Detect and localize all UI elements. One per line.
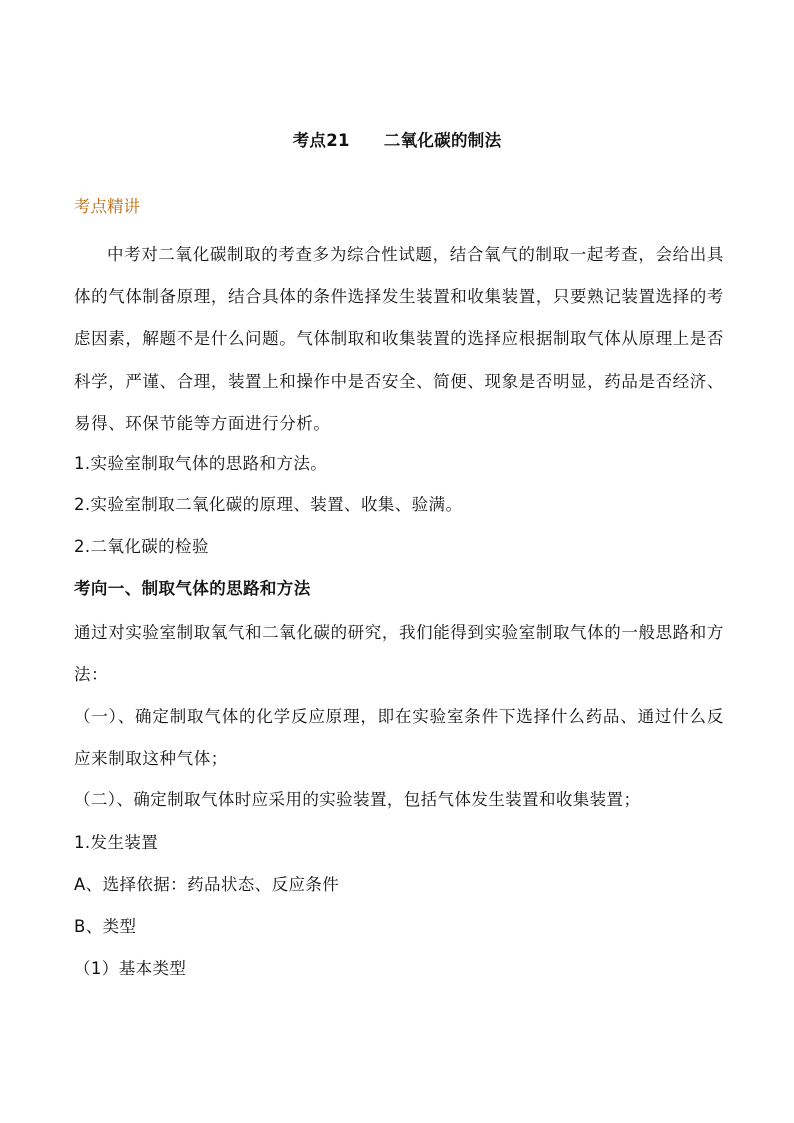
title-topic-number: 考点21 — [292, 131, 350, 150]
section-label: 考点精讲 — [74, 197, 140, 216]
list-item-1: 1.实验室制取气体的思路和方法。 — [74, 454, 328, 473]
line-basic-types: （1）基本类型 — [74, 959, 187, 978]
line-selection-basis: A、选择依据：药品状态、反应条件 — [74, 875, 340, 894]
list-item-3: 2.二氧化碳的检验 — [74, 537, 209, 556]
heading-direction-1: 考向一、制取气体的思路和方法 — [74, 579, 311, 598]
paragraph-general-approach: 通过对实验室制取氧气和二氧化碳的研究，我们能得到实验室制取气体的一般思路和方法： — [74, 623, 724, 685]
line-generator-device: 1.发生装置 — [74, 833, 159, 852]
page-title — [0, 127, 794, 151]
line-step-2: （二）、确定制取气体时应采用的实验装置，包括气体发生装置和收集装置； — [74, 790, 641, 809]
intro-paragraph: 中考对二氧化碳制取的考查多为综合性试题，结合氧气的制取一起考查，会给出具体的气体制备原理，结合具体的条件选择发生装置和收集装置，只要熟记装置选择的考虑因素，解题不是什么问题。气体制取和收集装置的选择应根据制取气体从原理上是否科学，严谨、合理，装置上和操作中是否安全、简便、现象是否明显，药品是否经济、易得、环保节能等方面进行分析。 — [74, 245, 724, 433]
line-types: B、类型 — [74, 917, 137, 936]
title-topic-name: 二氧化碳的制法 — [383, 131, 502, 150]
list-item-2: 2.实验室制取二氧化碳的原理、装置、收集、验满。 — [74, 495, 463, 514]
paragraph-step-1: （一）、确定制取气体的化学反应原理，即在实验室条件下选择什么药品、通过什么反应来制取这种气体； — [74, 707, 724, 769]
